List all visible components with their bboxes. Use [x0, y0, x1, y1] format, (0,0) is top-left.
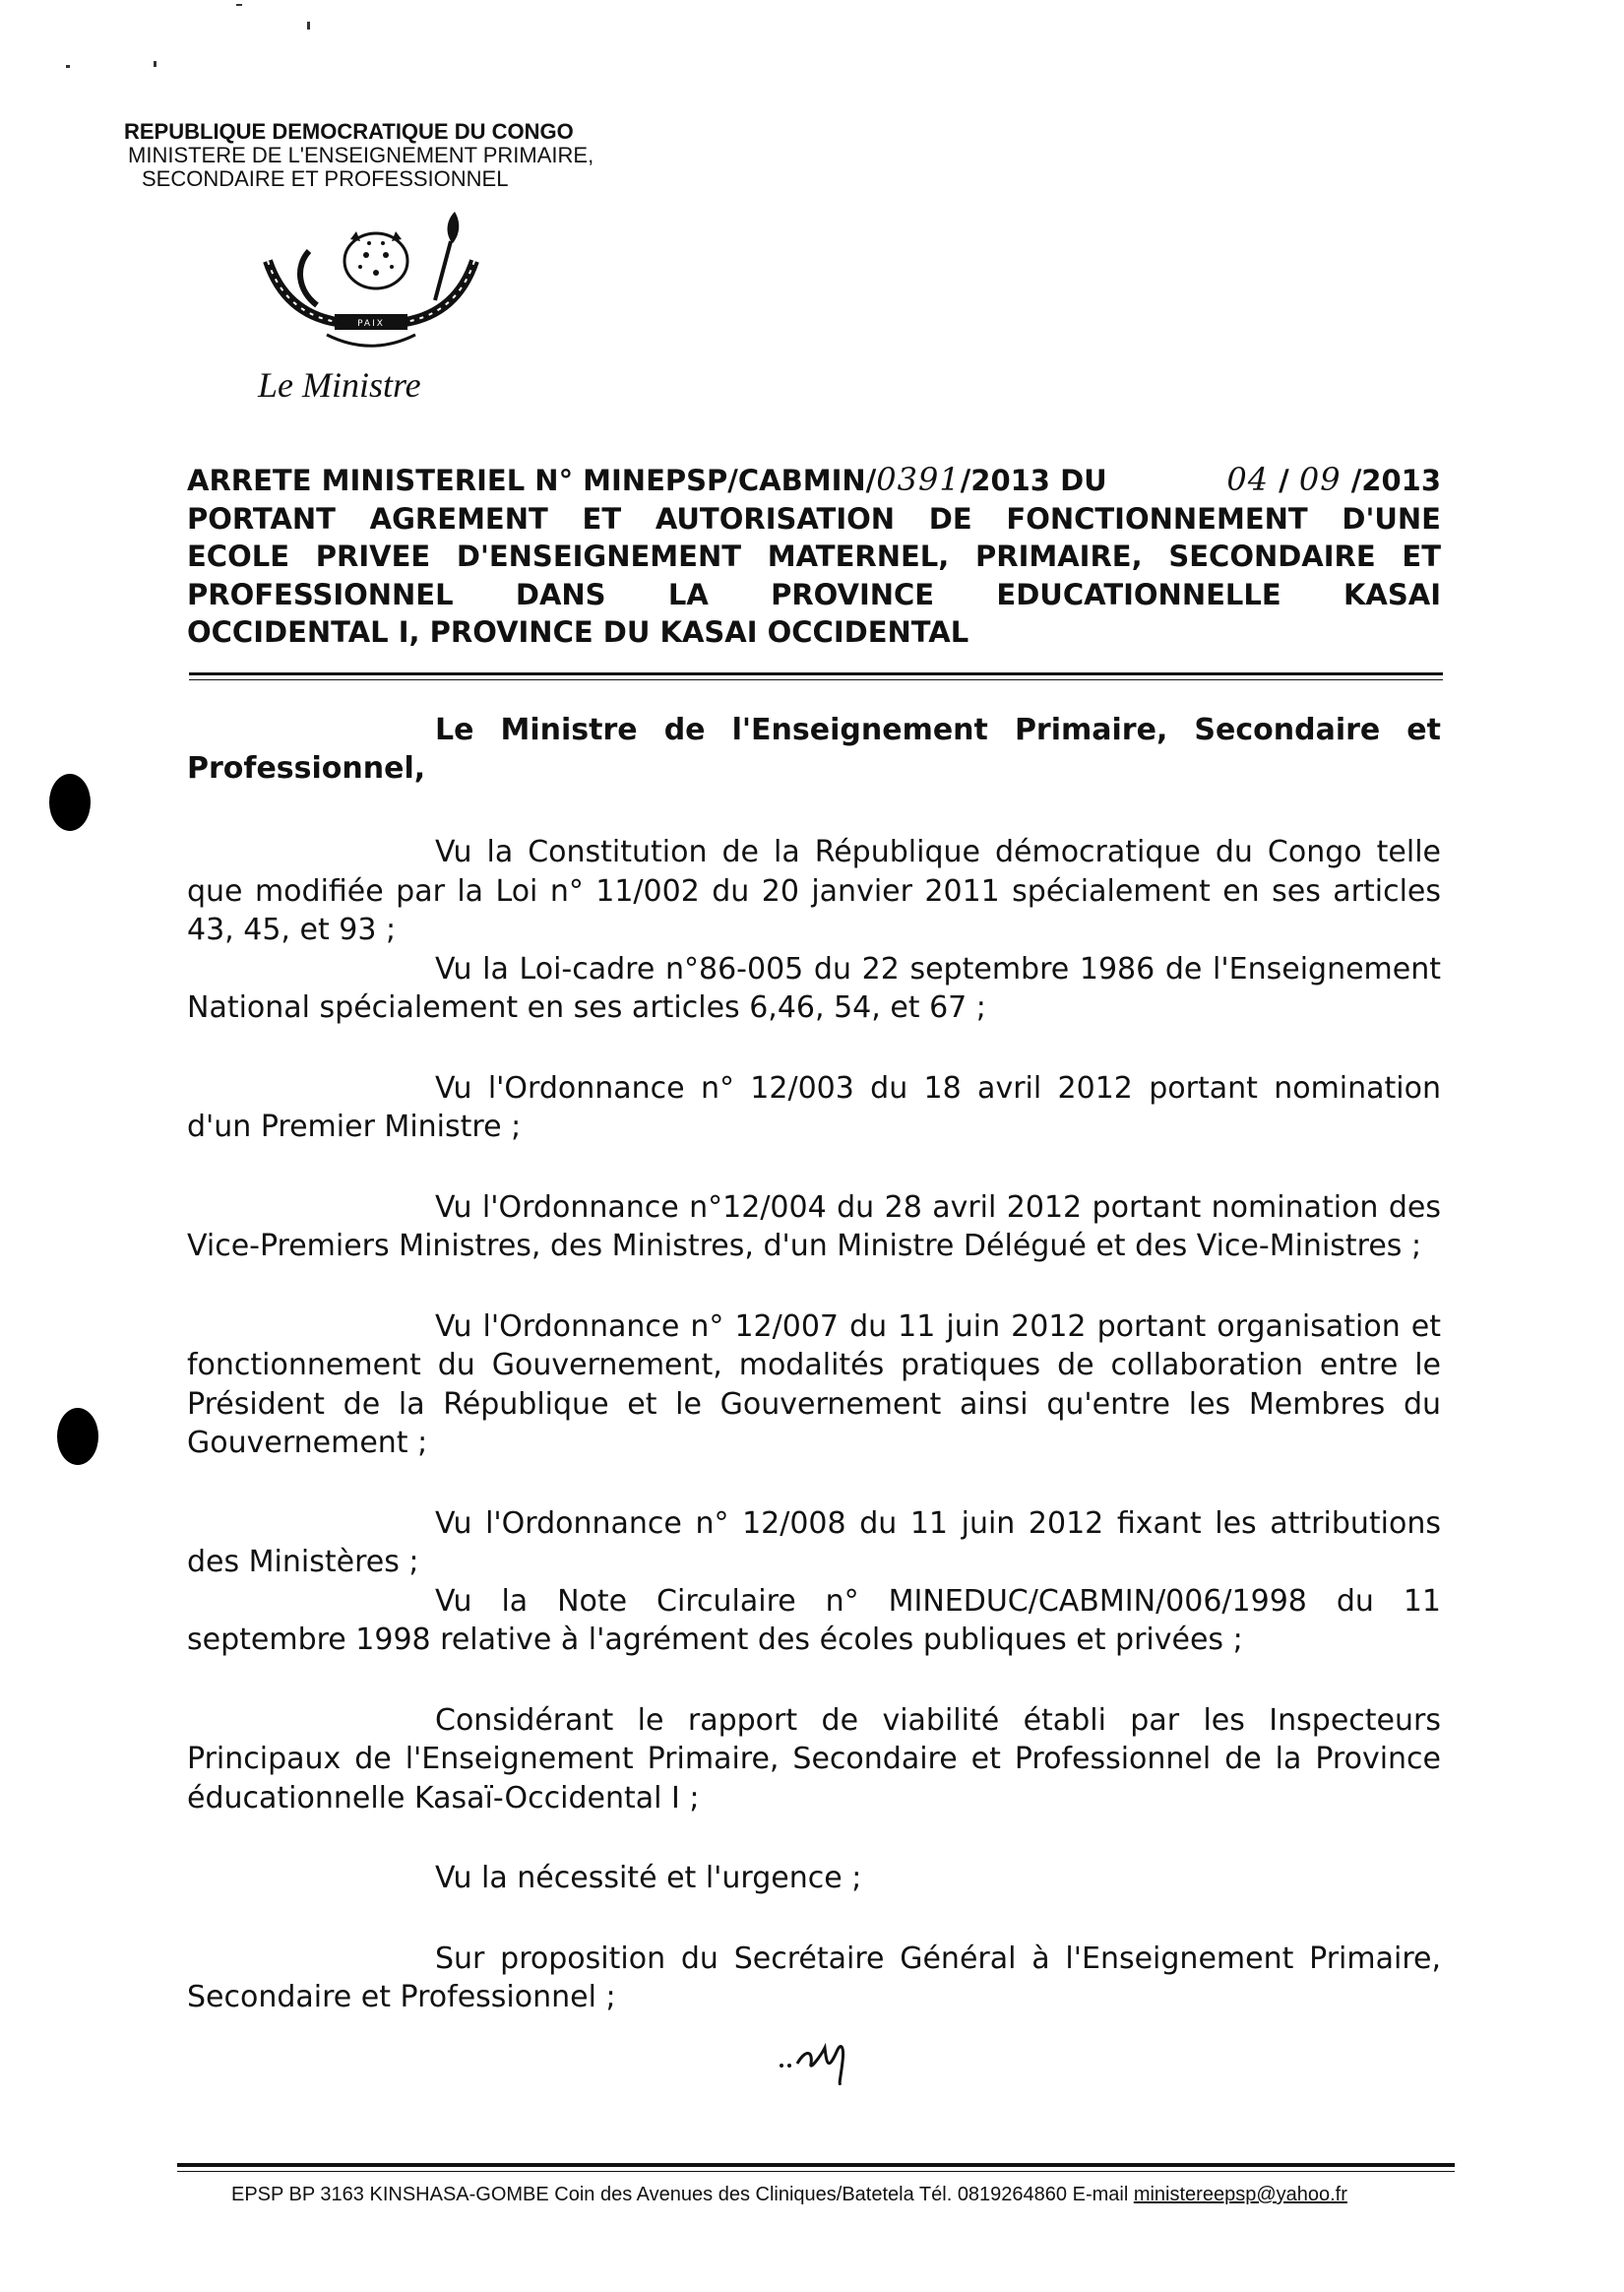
paragraph-first-line: Vu la Loi-cadre n°86-005 du 22 septembre 1986 de l'Enseignement — [435, 951, 1441, 987]
paragraph-last-line: septembre 1998 relative à l'agrément des écoles publiques et privées ; — [187, 1623, 1243, 1657]
paragraph-last-line: National spécialement en ses articles 6,46, 54, et 67 ; — [187, 990, 986, 1025]
country-name: REPUBLIQUE DEMOCRATIQUE DU CONGO — [124, 119, 574, 144]
handwritten-initials — [778, 2026, 886, 2085]
paragraph-first-line: Sur proposition du Secrétaire Général à l'Enseignement Primaire, — [435, 1941, 1441, 1976]
considerations — [187, 833, 1441, 2017]
arrete-title-line: PORTANT AGREMENT ET AUTORISATION DE FONCTIONNEMENT D'UNE — [187, 501, 1441, 536]
paragraph — [187, 1069, 1441, 1147]
paragraph — [187, 1188, 1441, 1266]
paragraph — [187, 833, 1441, 950]
footer-divider-thin — [177, 2171, 1455, 2172]
paragraph — [187, 1701, 1441, 1818]
paragraph — [187, 1582, 1441, 1660]
footer-address: EPSP BP 3163 KINSHASA-GOMBE Coin des Avenues des Cliniques/Batetela Tél. 0819264860 E-mail — [231, 2184, 1134, 2205]
handwritten-day: 04 — [1226, 461, 1270, 498]
paragraph — [187, 1940, 1441, 2017]
paragraph-last-line: Gouvernement ; — [187, 1426, 428, 1460]
handwritten-number: 0391 — [876, 461, 961, 498]
paragraph-first-line: Considérant le rapport de viabilité établi par les Inspecteurs — [435, 1702, 1441, 1738]
paragraph-last-line: 43, 45, et 93 ; — [187, 913, 397, 947]
arrete-title-line: ECOLE PRIVEE D'ENSEIGNEMENT MATERNEL, PRIMAIRE, SECONDAIRE ET — [187, 540, 1441, 573]
paragraph — [187, 1859, 1441, 1898]
paragraph-first-line: Vu la Constitution de la République démocratique du Congo telle — [435, 835, 1441, 869]
arrete-title-line: OCCIDENTAL I, PROVINCE DU KASAI OCCIDENTAL — [187, 615, 969, 649]
paragraph-last-line: Secondaire et Professionnel ; — [187, 1980, 616, 2014]
paragraph-first-line: Vu l'Ordonnance n° 12/007 du 11 juin 2012 portant organisation et — [435, 1308, 1441, 1344]
handwritten-month: 09 — [1298, 461, 1342, 498]
arrete-title-line: PROFESSIONNEL DANS LA PROVINCE EDUCATIONNELLE KASAI — [187, 577, 1441, 611]
paragraph-first-line: Vu la Note Circulaire n° MINEDUC/CABMIN/006/1998 du 11 — [435, 1583, 1441, 1619]
arrete-number-line: ARRETE MINISTERIEL N° MINEPSP/CABMIN/0391/2013 DU 04 / 09 /2013 — [187, 461, 1441, 498]
footer-email-link[interactable]: ministereepsp@yahoo.fr — [1133, 2184, 1347, 2205]
paragraph-last-line: d'un Premier Ministre ; — [187, 1110, 522, 1144]
preamble-line1: Le Ministre de l'Enseignement Primaire, Secondaire et — [435, 713, 1441, 747]
paragraph-line: Président de la République et le Gouvernement ainsi qu'entre les Membres du — [187, 1386, 1441, 1422]
paragraph — [187, 950, 1441, 1028]
preamble — [187, 711, 1441, 788]
arrete-year-end: /2013 — [1350, 464, 1441, 497]
title-divider — [189, 672, 1443, 675]
coat-of-arms-icon — [258, 212, 484, 359]
arrete-title — [187, 461, 1441, 652]
preamble-line2: Professionnel, — [187, 751, 426, 786]
signatory-title: Le Ministre — [258, 365, 421, 405]
punch-hole — [57, 1408, 98, 1465]
punch-hole — [49, 774, 91, 831]
title-divider-thin — [189, 679, 1443, 680]
footer-contact — [231, 2184, 1347, 2206]
arrete-prefix: ARRETE MINISTERIEL N° MINEPSP/CABMIN/ — [187, 464, 877, 497]
paragraph-line: que modifiée par la Loi n° 11/002 du 20 janvier 2011 spécialement en ses articles — [187, 873, 1441, 909]
paragraph-line: fonctionnement du Gouvernement, modalités pratiques de collaboration entre le — [187, 1348, 1441, 1382]
paragraph-first-line: Vu l'Ordonnance n°12/004 du 28 avril 2012 portant nomination des — [435, 1189, 1441, 1225]
paragraph-last-line: éducationnelle Kasaï-Occidental I ; — [187, 1780, 700, 1815]
svg-text:PAIX: PAIX — [357, 319, 385, 329]
paragraph-last-line: Vice-Premiers Ministres, des Ministres, d'un Ministre Délégué et des Vice-Ministres ; — [187, 1229, 1422, 1263]
paragraph-line: Principaux de l'Enseignement Primaire, Secondaire et Professionnel de la Province — [187, 1742, 1441, 1776]
ministry-name-line1: MINISTERE DE L'ENSEIGNEMENT PRIMAIRE, — [128, 143, 594, 167]
paragraph — [187, 1307, 1441, 1463]
letterhead — [120, 120, 711, 191]
paragraph-first-line: Vu la nécessité et l'urgence ; — [435, 1861, 862, 1895]
ministry-name-line2: SECONDAIRE ET PROFESSIONNEL — [142, 166, 509, 191]
paragraph-first-line: Vu l'Ordonnance n° 12/003 du 18 avril 2012 portant nomination — [435, 1070, 1441, 1106]
paragraph-first-line: Vu l'Ordonnance n° 12/008 du 11 juin 2012 fixant les attributions — [435, 1505, 1441, 1541]
paragraph — [187, 1504, 1441, 1582]
paragraph-last-line: des Ministères ; — [187, 1545, 419, 1579]
footer-divider — [177, 2163, 1455, 2167]
arrete-year-du: /2013 DU — [960, 464, 1107, 497]
